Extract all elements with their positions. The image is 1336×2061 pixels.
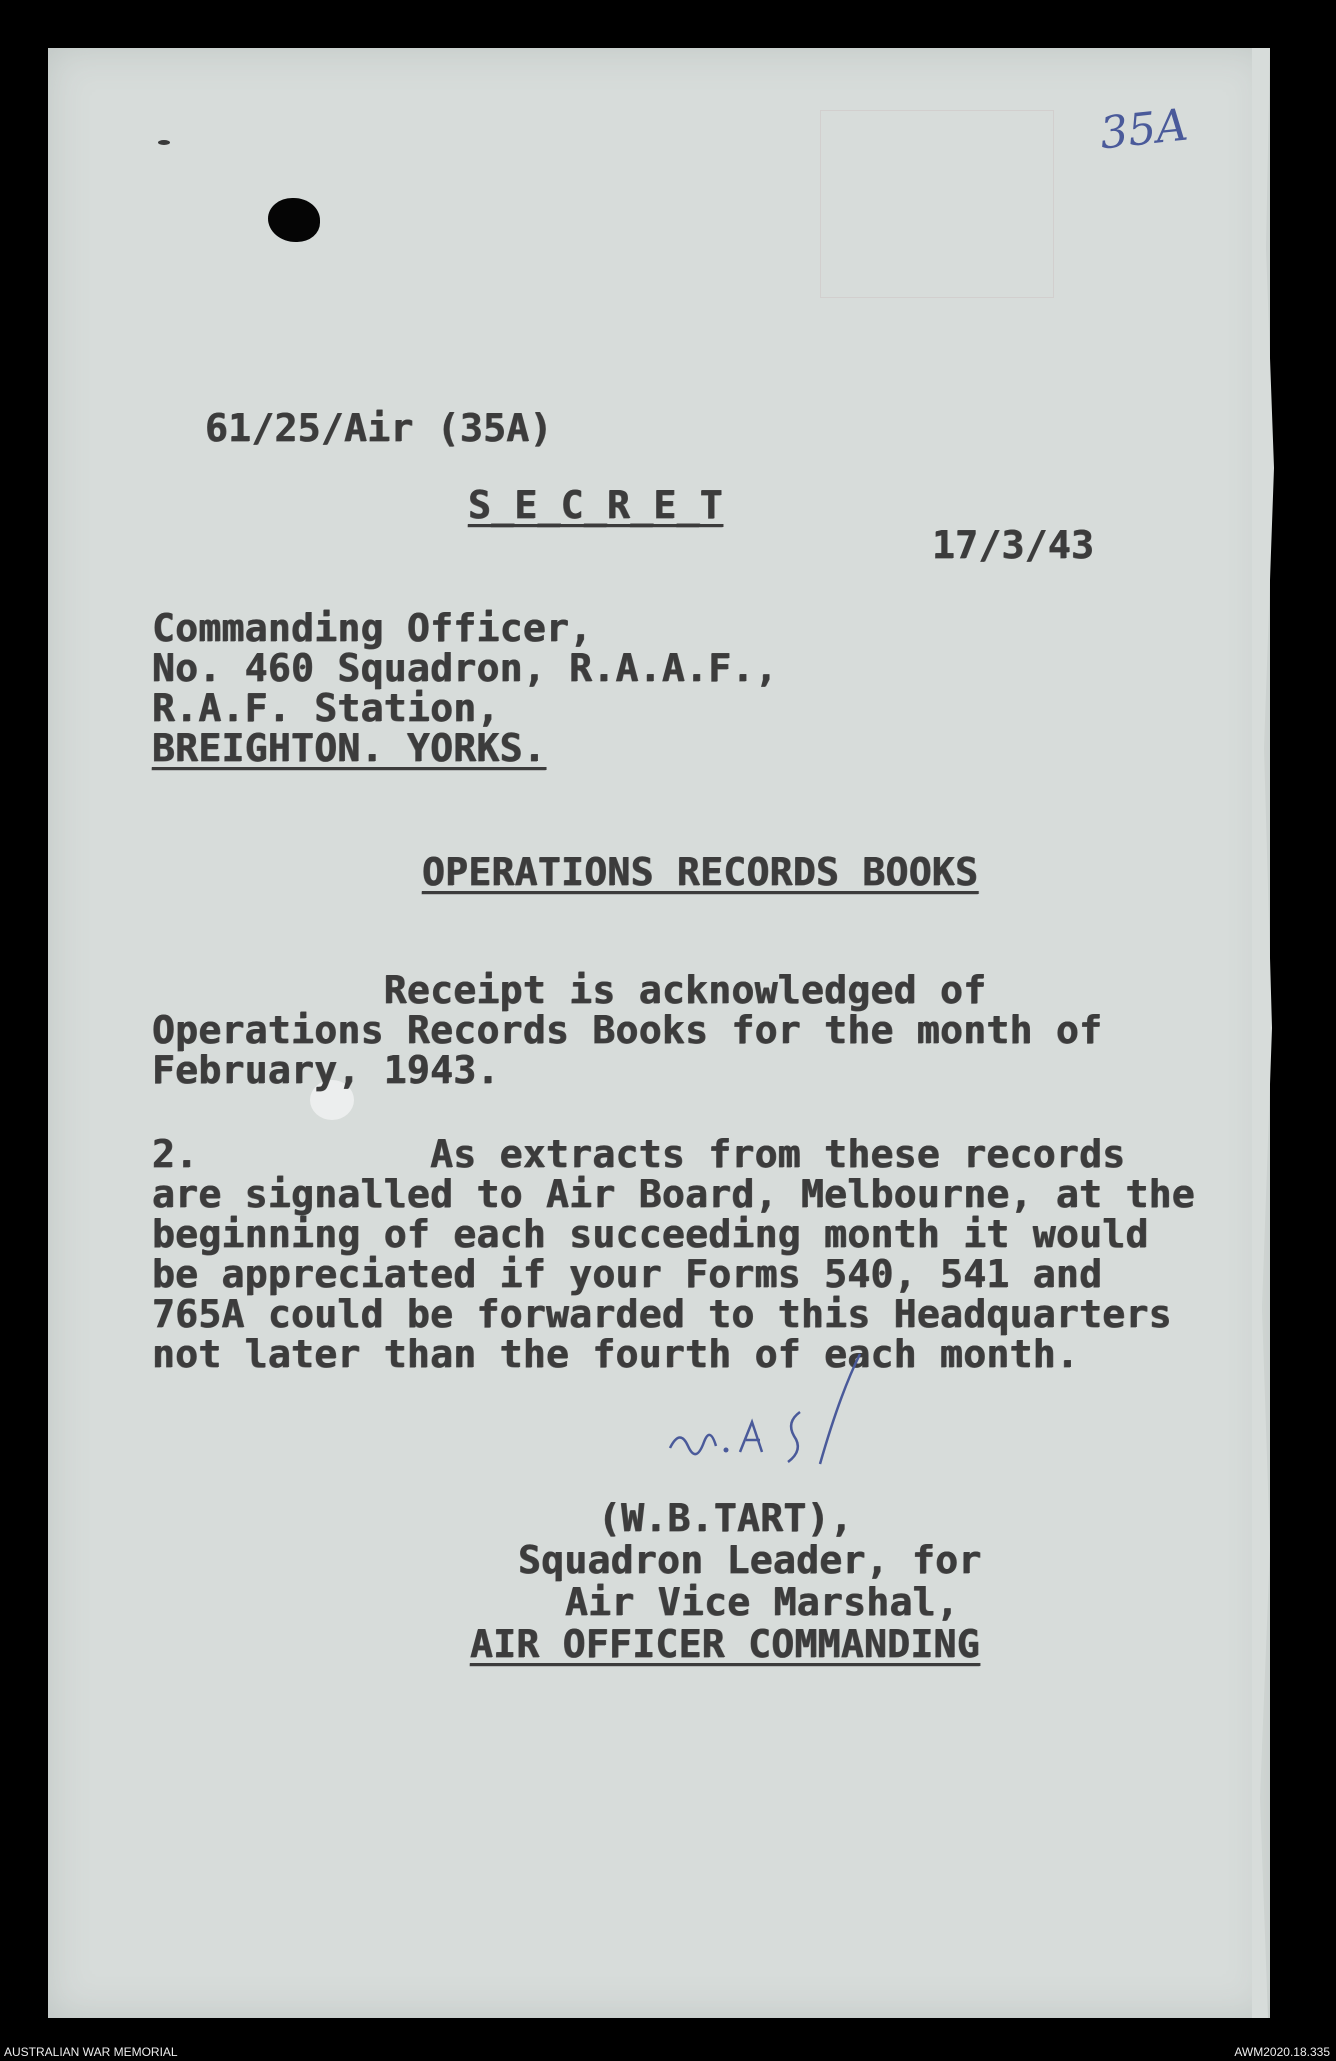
body-line: are signalled to Air Board, Melbourne, at the (152, 1172, 1196, 1216)
body-line: 765A could be forwarded to this Headquarters (152, 1292, 1172, 1336)
signatory-rank: Squadron Leader, for (518, 1538, 982, 1582)
subject-heading: OPERATIONS RECORDS BOOKS (422, 850, 979, 894)
signatory-name: (W.B.TART), (598, 1496, 853, 1540)
body-line: Operations Records Books for the month of (152, 1008, 1103, 1052)
body-line: 2. As extracts from these records (152, 1132, 1126, 1176)
archive-credit: AUSTRALIAN WAR MEMORIAL (4, 2045, 178, 2059)
document-date: 17/3/43 (932, 523, 1095, 567)
folio-number: 35A (1097, 99, 1191, 160)
addressee-line: Commanding Officer, (152, 606, 593, 650)
body-line: February, 1943. (152, 1048, 500, 1092)
handwritten-signature (650, 1352, 890, 1482)
classification-heading: S_E_C_R_E_T (468, 483, 723, 527)
body-line: Receipt is acknowledged of (152, 968, 987, 1012)
torn-edge (1252, 48, 1278, 2018)
body-line: beginning of each succeeding month it would (152, 1212, 1149, 1256)
archive-accession-number: AWM2020.18.335 (1234, 2045, 1330, 2059)
faint-stamp-outline (820, 110, 1054, 298)
body-line: be appreciated if your Forms 540, 541 and (152, 1252, 1103, 1296)
addressee-line: R.A.F. Station, (152, 686, 500, 730)
punch-hole (268, 198, 320, 242)
addressee-line: BREIGHTON. YORKS. (152, 726, 547, 770)
signatory-for: Air Vice Marshal, (565, 1580, 960, 1624)
reference-number: 61/25/Air (35A) (205, 406, 553, 450)
ink-speck (158, 140, 170, 145)
body-line: not later than the fourth of each month. (152, 1332, 1080, 1376)
addressee-line: No. 460 Squadron, R.A.A.F., (152, 646, 778, 690)
signatory-title: AIR OFFICER COMMANDING (470, 1622, 980, 1666)
